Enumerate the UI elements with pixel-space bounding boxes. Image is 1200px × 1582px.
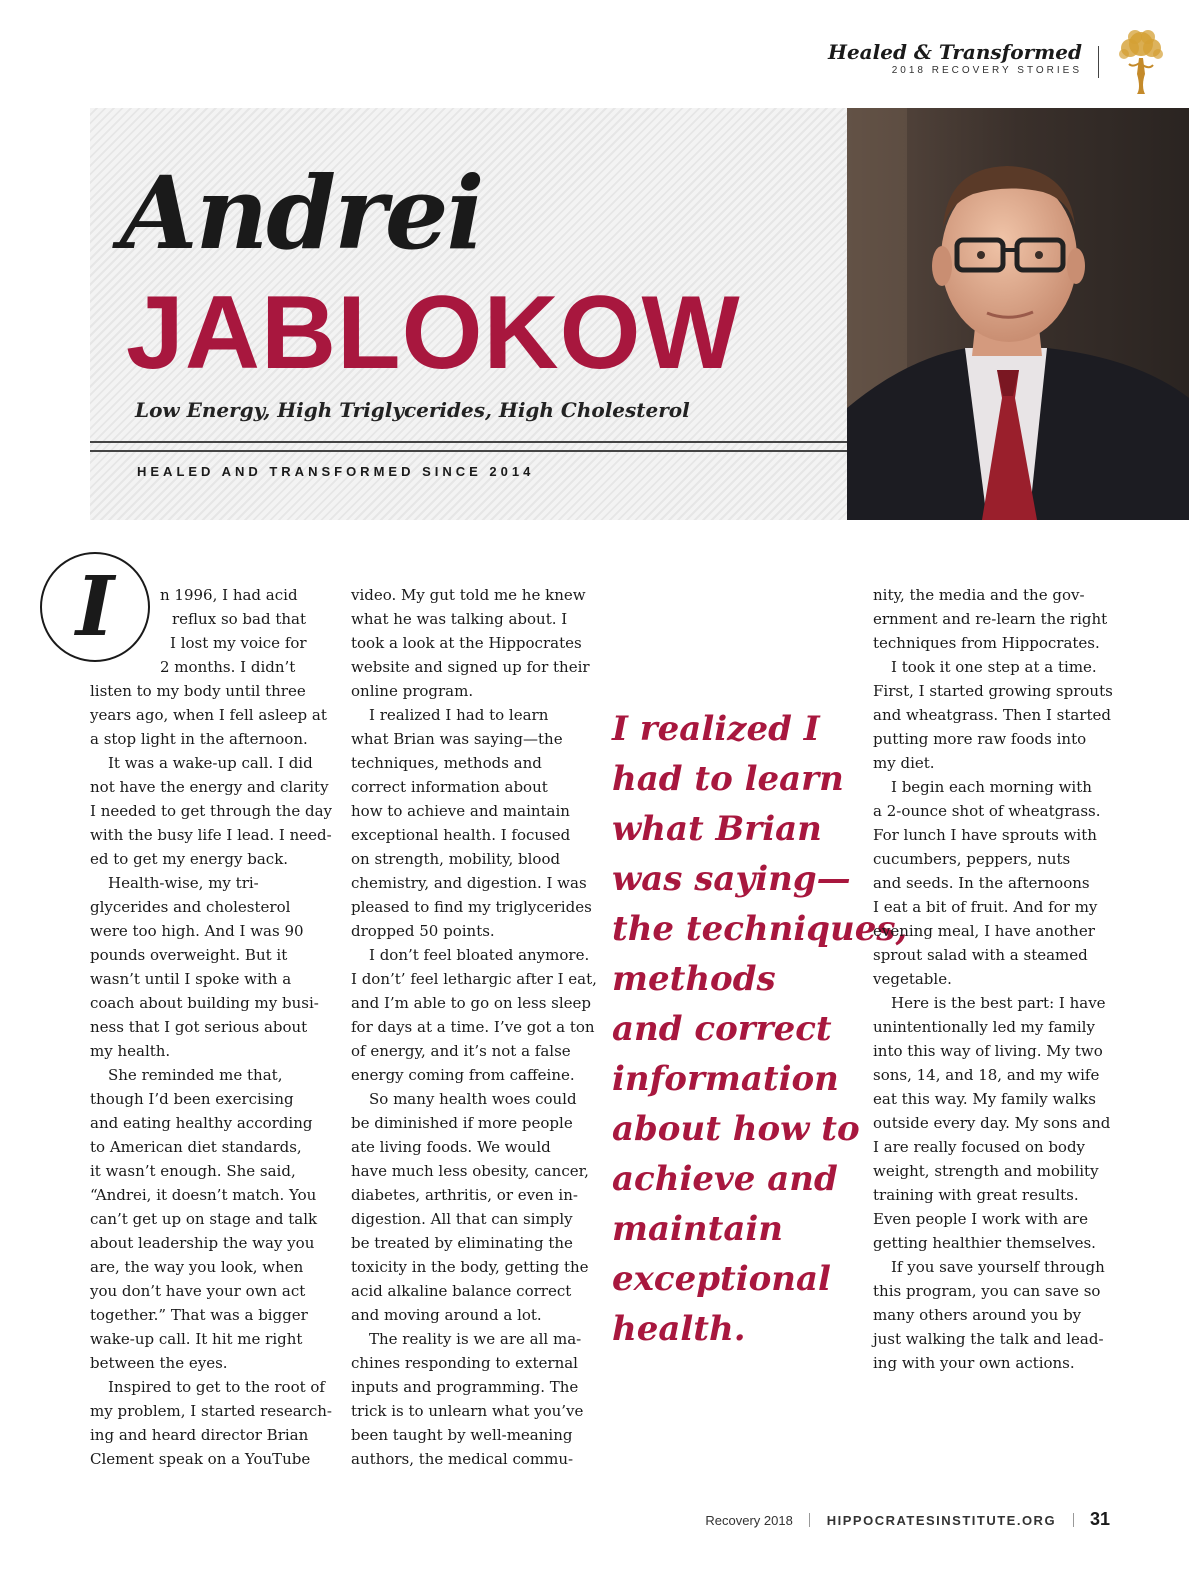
pull-quote-line: had to learn [612,759,844,799]
body-line: Health-wise, my tri- [108,874,259,892]
first-name-heading: Andrei [120,154,483,272]
body-line: nity, the media and the gov- [873,586,1085,604]
body-line: training with great results. [873,1186,1079,1204]
body-line: I don’t feel bloated anymore. [369,946,590,964]
body-line: pleased to find my triglycerides [351,898,592,916]
body-line: Here is the best part: I have [891,994,1106,1012]
banner-double-rule [90,441,847,452]
conditions-subtitle: Low Energy, High Triglycerides, High Cholesterol [135,398,690,422]
body-line: weight, strength and mobility [873,1162,1099,1180]
body-line: If you save yourself through [891,1258,1105,1276]
body-line: coach about building my busi- [90,994,319,1012]
body-line: glycerides and cholesterol [90,898,291,916]
body-line: though I’d been exercising [90,1090,294,1108]
body-line: ed to get my energy back. [90,850,289,868]
body-line: for days at a time. I’ve got a ton [351,1018,595,1036]
body-line: I don’t’ feel lethargic after I eat, [351,970,597,988]
body-line: exceptional health. I focused [351,826,571,844]
footer-divider [809,1513,810,1527]
golden-tree-logo-icon [1115,28,1167,96]
body-line: For lunch I have sprouts with [873,826,1097,844]
pull-quote-line: maintain [612,1209,784,1249]
pull-quote-line: achieve and [612,1159,838,1199]
body-line: my diet. [873,754,935,772]
footer-divider [1073,1513,1074,1527]
body-line: have much less obesity, cancer, [351,1162,589,1180]
body-line: into this way of living. My two [873,1042,1103,1060]
portrait-photo [847,108,1189,520]
body-line: ernment and re-learn the right [873,610,1108,628]
body-line: chines responding to external [351,1354,578,1372]
body-column-3 [873,583,1113,1375]
healed-since-label: HEALED AND TRANSFORMED SINCE 2014 [137,464,535,479]
pull-quote [612,704,907,1354]
body-line: of energy, and it’s not a false [351,1042,571,1060]
body-line: just walking the talk and lead- [873,1330,1104,1348]
body-line: outside every day. My sons and [873,1114,1111,1132]
pull-quote-line: about how to [612,1109,860,1149]
pull-quote-line: information [612,1059,839,1099]
body-line: with the busy life I lead. I need- [90,826,332,844]
body-line: energy coming from caffeine. [351,1066,575,1084]
masthead-title: Healed & Transformed [828,40,1082,64]
body-line: my problem, I started research- [90,1402,332,1420]
body-line: wasn’t until I spoke with a [90,970,292,988]
body-line: chemistry, and digestion. I was [351,874,587,892]
body-line: website and signed up for their [351,658,590,676]
body-line: Inspired to get to the root of [108,1378,325,1396]
body-line: were too high. And I was 90 [90,922,304,940]
body-line: many others around you by [873,1306,1082,1324]
body-line: a stop light in the afternoon. [90,730,308,748]
body-line: are, the way you look, when [90,1258,304,1276]
body-line: my health. [90,1042,171,1060]
body-line: it wasn’t enough. She said, [90,1162,296,1180]
body-line: correct information about [351,778,548,796]
body-line: I needed to get through the day [90,802,332,820]
body-line: not have the energy and clarity [90,778,329,796]
body-line: 2 months. I didn’t [160,658,296,676]
body-line: toxicity in the body, getting the [351,1258,589,1276]
body-line: unintentionally led my family [873,1018,1095,1036]
body-line: sons, 14, and 18, and my wife [873,1066,1100,1084]
body-line: I are really focused on body [873,1138,1086,1156]
masthead-subtitle: 2018 RECOVERY STORIES [891,65,1082,76]
body-line: listen to my body until three [90,682,306,700]
body-line: Even people I work with are [873,1210,1088,1228]
body-line: Clement speak on a YouTube [90,1450,311,1468]
body-line: and seeds. In the afternoons [873,874,1090,892]
body-line: how to achieve and maintain [351,802,570,820]
drop-cap-letter: I [75,559,115,655]
pull-quote-line: the techniques, [612,909,908,949]
body-line: ing with your own actions. [873,1354,1075,1372]
body-line: be treated by eliminating the [351,1234,573,1252]
body-line: and eating healthy according [90,1114,313,1132]
body-line: ate living foods. We would [351,1138,551,1156]
body-line: and I’m able to go on less sleep [351,994,592,1012]
body-line: digestion. All that can simply [351,1210,573,1228]
body-line: about leadership the way you [90,1234,315,1252]
body-line: on strength, mobility, blood [351,850,561,868]
body-column-2 [351,583,597,1471]
body-line: been taught by well-meaning [351,1426,573,1444]
body-line: evening meal, I have another [873,922,1095,940]
body-line: wake-up call. It hit me right [90,1330,303,1348]
body-line: this program, you can save so [873,1282,1101,1300]
body-line: what he was talking about. I [351,610,568,628]
pull-quote-line: health. [612,1309,746,1349]
body-line: First, I started growing sprouts [873,682,1113,700]
body-line: acid alkaline balance correct [351,1282,572,1300]
body-line: getting healthier themselves. [873,1234,1096,1252]
pull-quote-line: exceptional [612,1259,831,1299]
body-line: cucumbers, peppers, nuts [873,850,1071,868]
body-line: took a look at the Hippocrates [351,634,582,652]
page-number: 31 [1089,1509,1110,1529]
body-line: a 2-ounce shot of wheatgrass. [873,802,1101,820]
body-line: inputs and programming. The [351,1378,579,1396]
body-line: be diminished if more people [351,1114,573,1132]
body-line: putting more raw foods into [873,730,1087,748]
body-column-1 [90,583,332,1471]
body-line: I eat a bit of fruit. And for my [873,898,1098,916]
pull-quote-line: was saying— [612,859,851,899]
body-line: what Brian was saying—the [351,730,563,748]
body-line: vegetable. [873,970,952,988]
body-line: trick is to unlearn what you’ve [351,1402,584,1420]
body-line: pounds overweight. But it [90,946,288,964]
footer-website-link[interactable]: HIPPOCRATESINSTITUTE.ORG [826,1513,1057,1528]
body-line: you don’t have your own act [90,1282,306,1300]
body-line: sprout salad with a steamed [873,946,1088,964]
body-line: and moving around a lot. [351,1306,542,1324]
body-line: and wheatgrass. Then I started [873,706,1111,724]
body-line: reflux so bad that [172,610,307,628]
body-line: between the eyes. [90,1354,228,1372]
body-line: ness that I got serious about [90,1018,308,1036]
body-line: together.” That was a bigger [90,1306,308,1324]
body-line: n 1996, I had acid [160,586,298,604]
body-line: The reality is we are all ma- [369,1330,582,1348]
body-line: video. My gut told me he knew [351,586,586,604]
body-line: “Andrei, it doesn’t match. You [90,1186,317,1204]
body-line: I begin each morning with [891,778,1092,796]
body-line: dropped 50 points. [351,922,495,940]
body-line: to American diet standards, [90,1138,302,1156]
body-line: diabetes, arthritis, or even in- [351,1186,578,1204]
body-line: eat this way. My family walks [873,1090,1096,1108]
masthead [828,40,1082,78]
page-footer [705,1507,1110,1531]
body-line: She reminded me that, [108,1066,283,1084]
footer-issue: Recovery 2018 [705,1513,793,1528]
body-line: So many health woes could [369,1090,577,1108]
masthead-divider [1098,46,1099,78]
body-line: techniques, methods and [351,754,542,772]
body-line: online program. [351,682,474,700]
pull-quote-line: I realized I [612,709,820,749]
body-line: I took it one step at a time. [891,658,1097,676]
body-line: can’t get up on stage and talk [90,1210,318,1228]
body-line: years ago, when I fell asleep at [90,706,327,724]
body-line: authors, the medical commu- [351,1450,574,1468]
body-line: techniques from Hippocrates. [873,634,1100,652]
body-line: I realized I had to learn [369,706,549,724]
pull-quote-line: and correct [612,1009,832,1049]
body-line: I lost my voice for [170,634,307,652]
pull-quote-line: methods [612,959,776,999]
body-line: ing and heard director Brian [90,1426,309,1444]
body-line: It was a wake-up call. I did [108,754,313,772]
pull-quote-line: what Brian [612,809,822,849]
last-name-heading: JABLOKOW [126,275,741,391]
